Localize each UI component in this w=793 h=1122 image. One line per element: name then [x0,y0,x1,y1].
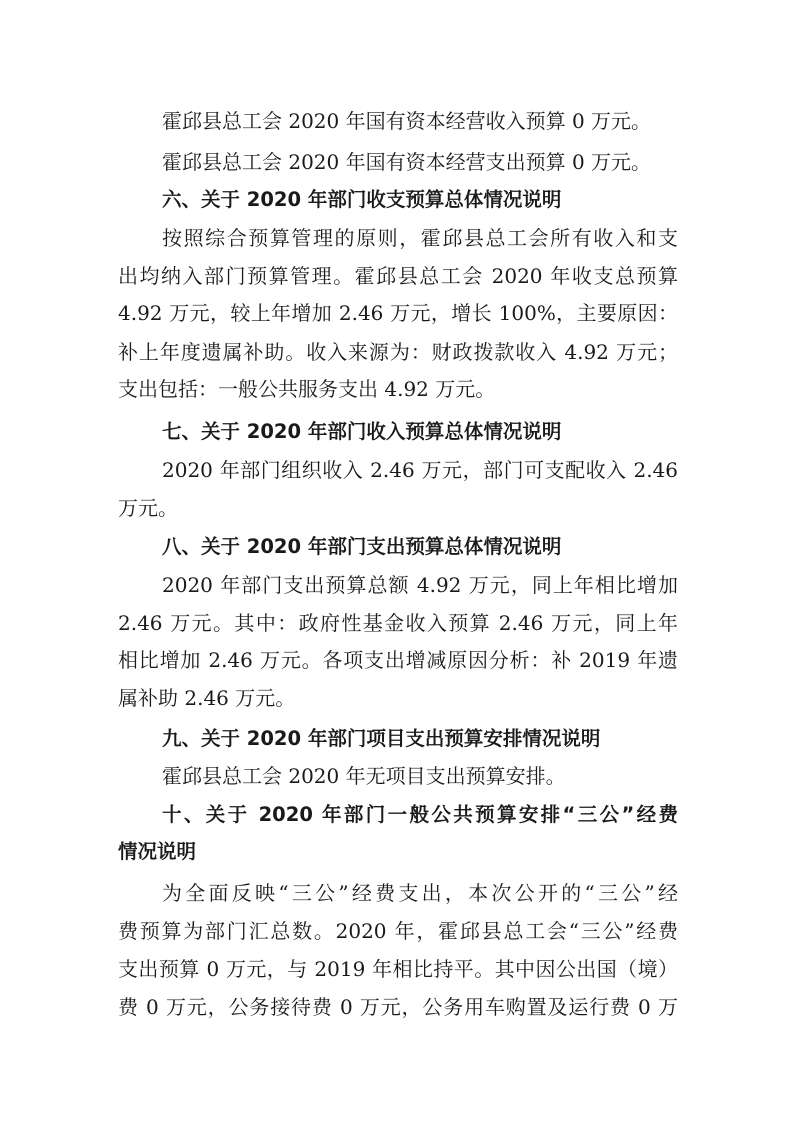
paragraph-line: 霍邱县总工会 2020 年国有资本经营支出预算 0 万元。 [162,150,652,174]
paragraph-line: 霍邱县总工会 2020 年无项目支出预算安排。 [162,764,566,788]
paragraph-line: 2.46 万元。其中：政府性基金收入预算 2.46 万元，同上年 [118,611,678,635]
paragraph-line: 按照综合预算管理的原则，霍邱县总工会所有收入和支 [162,226,678,250]
section-heading-10: 十、关于 2020 年部门一般公共预算安排“三公”经费 [162,803,678,826]
paragraph-line: 属补助 2.46 万元。 [118,686,296,710]
paragraph-line: 出均纳入部门预算管理。霍邱县总工会 2020 年收支总预算 [118,264,678,288]
paragraph-line: 支出包括：一般公共服务支出 4.92 万元。 [118,377,496,401]
paragraph-line: 费 0 万元，公务接待费 0 万元，公务用车购置及运行费 0 万 [118,995,678,1019]
paragraph-line: 费预算为部门汇总数。2020 年，霍邱县总工会“三公”经费 [118,919,678,943]
paragraph-line: 补上年度遗属补助。收入来源为：财政拨款收入 4.92 万元； [118,340,678,364]
paragraph-line: 霍邱县总工会 2020 年国有资本经营收入预算 0 万元。 [162,109,652,133]
section-heading-6: 六、关于 2020 年部门收支预算总体情况说明 [162,188,562,211]
paragraph-line: 4.92 万元，较上年增加 2.46 万元，增长 100%，主要原因： [118,301,678,325]
section-heading-8: 八、关于 2020 年部门支出预算总体情况说明 [162,535,562,558]
paragraph-line: 相比增加 2.46 万元。各项支出增减原因分析：补 2019 年遗 [118,648,678,672]
section-heading-9: 九、关于 2020 年部门项目支出预算安排情况说明 [162,727,601,750]
paragraph-line: 万元。 [118,496,178,520]
section-heading-10-cont: 情况说明 [118,840,197,863]
paragraph-line: 支出预算 0 万元，与 2019 年相比持平。其中因公出国（境） [118,957,678,981]
paragraph-line: 2020 年部门组织收入 2.46 万元，部门可支配收入 2.46 [162,458,678,482]
paragraph-line: 2020 年部门支出预算总额 4.92 万元，同上年相比增加 [162,573,678,597]
paragraph-line: 为全面反映“三公”经费支出，本次公开的“三公”经 [162,881,678,905]
section-heading-7: 七、关于 2020 年部门收入预算总体情况说明 [162,420,562,443]
